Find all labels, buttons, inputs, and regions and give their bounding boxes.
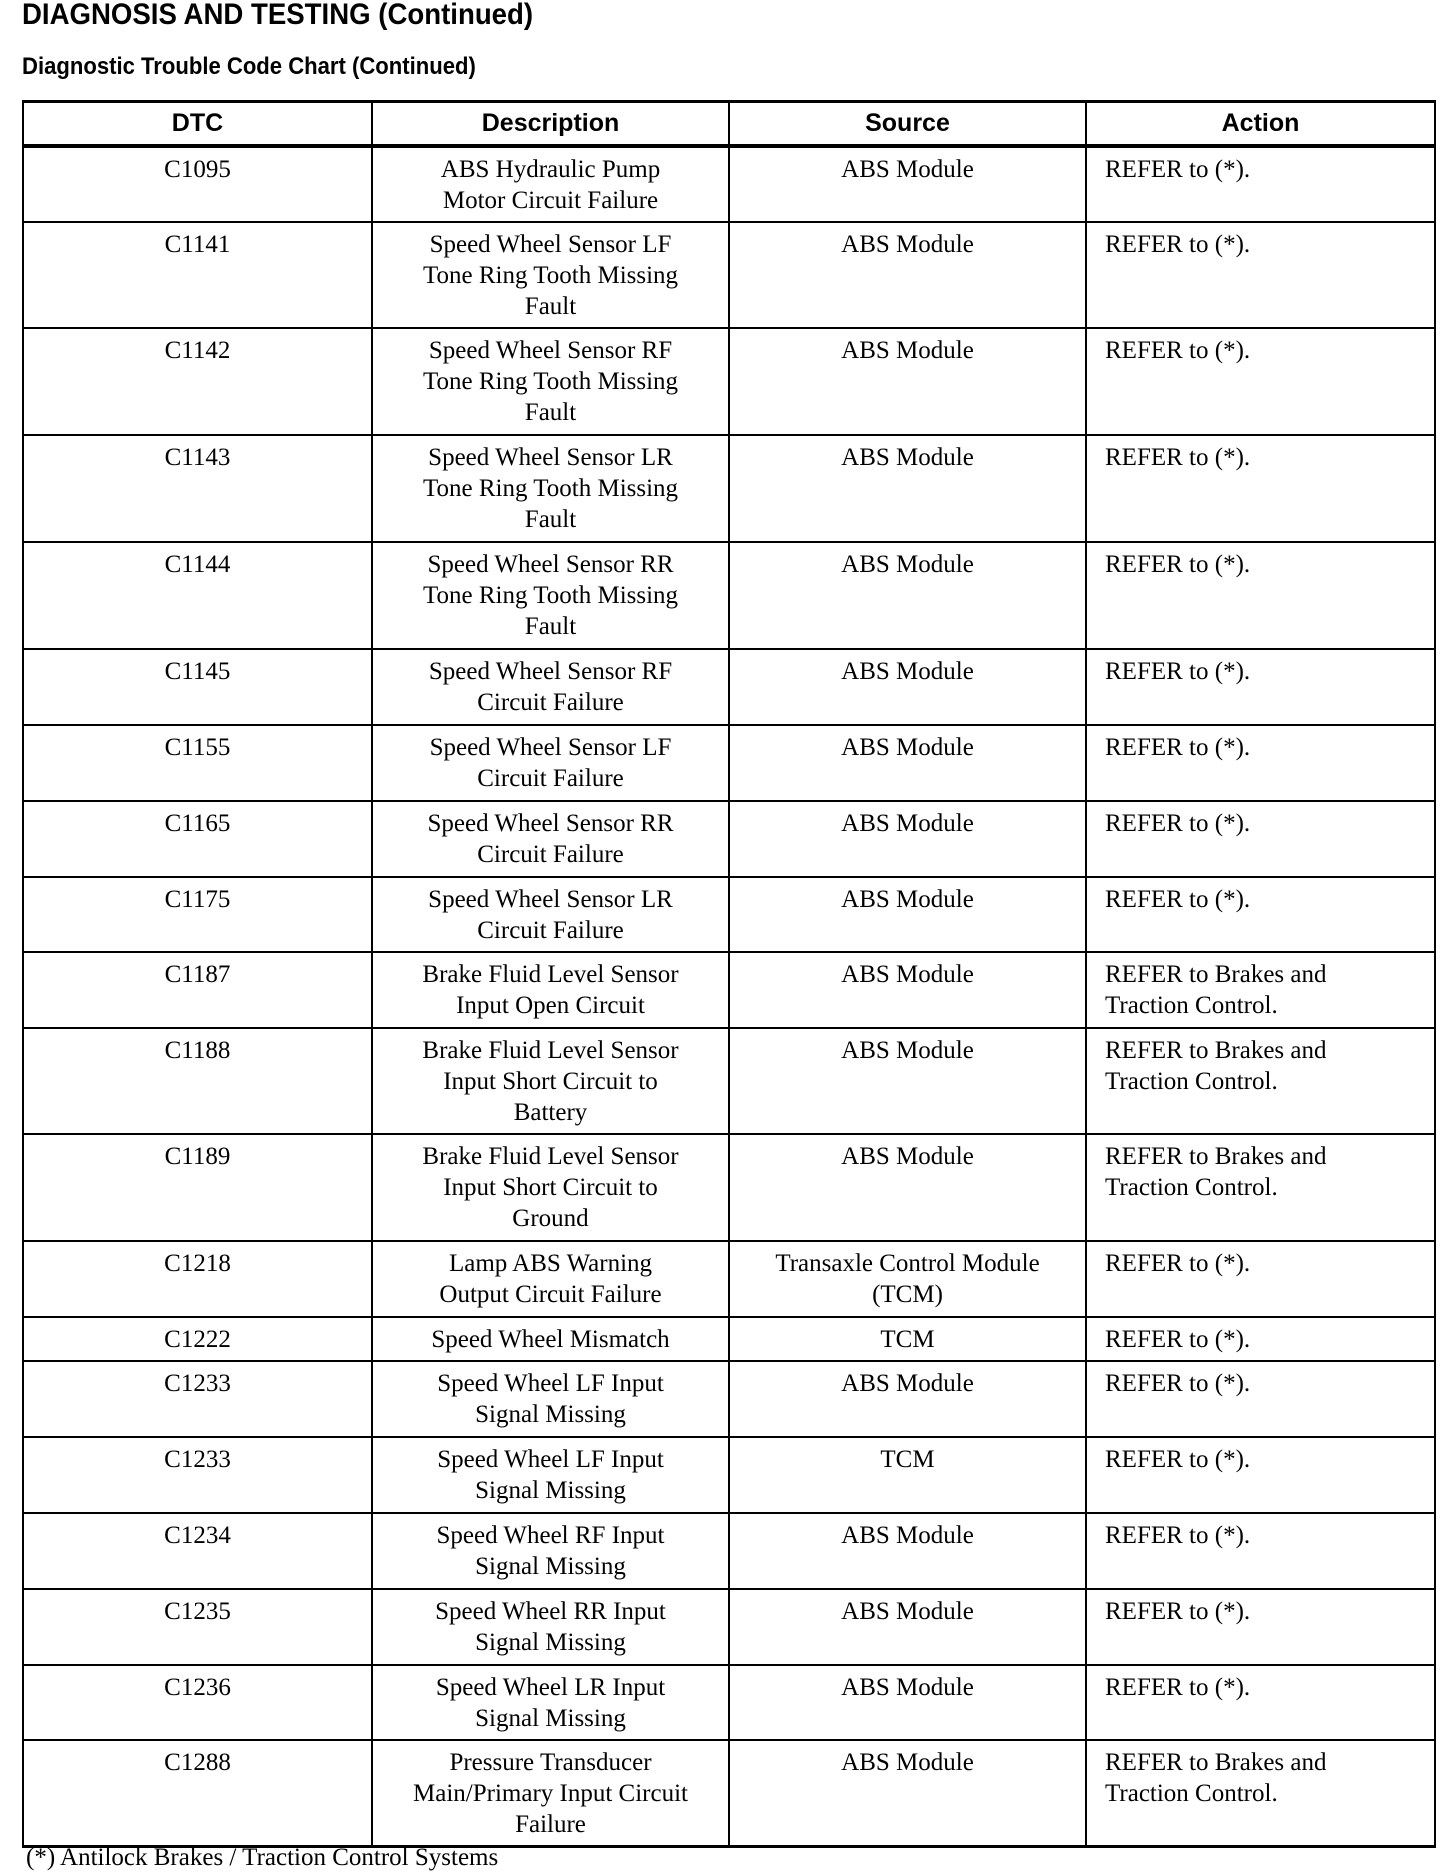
source-cell-line: ABS Module <box>841 551 974 578</box>
source-cell-line: ABS Module <box>841 1370 974 1397</box>
action-cell-line: REFER to (*). <box>1105 810 1251 837</box>
dtc-cell: C1233 <box>23 1361 372 1437</box>
description-cell-line: Signal Missing <box>475 1629 626 1656</box>
action-cell-line: Traction Control. <box>1105 992 1278 1019</box>
header-description: Description <box>372 102 729 147</box>
table-header <box>23 102 1435 147</box>
dtc-cell: C1165 <box>23 801 372 877</box>
action-cell <box>1086 1589 1435 1665</box>
source-cell <box>729 1317 1086 1361</box>
dtc-cell: C1188 <box>23 1028 372 1134</box>
source-cell-line: ABS Module <box>841 1143 974 1170</box>
footnote: (*) Antilock Brakes / Traction Control Systems <box>26 1844 499 1871</box>
description-cell-line: Speed Wheel Sensor LF <box>429 231 672 258</box>
chart-title: Diagnostic Trouble Code Chart (Continued) <box>22 53 476 80</box>
action-cell-line: REFER to (*). <box>1105 658 1251 685</box>
table-row <box>23 1437 1435 1513</box>
action-cell <box>1086 725 1435 801</box>
dtc-cell: C1095 <box>23 146 372 222</box>
description-cell-line: Speed Wheel Sensor RR <box>427 810 674 837</box>
source-cell-line: ABS Module <box>841 1037 974 1064</box>
description-cell <box>372 877 729 952</box>
action-cell-line: REFER to (*). <box>1105 1326 1251 1353</box>
description-cell <box>372 1361 729 1437</box>
description-cell-line: Circuit Failure <box>477 841 624 868</box>
action-cell-line: REFER to Brakes and <box>1105 1143 1327 1170</box>
source-cell <box>729 435 1086 542</box>
action-cell <box>1086 222 1435 328</box>
page-title: DIAGNOSIS AND TESTING (Continued) <box>22 0 534 31</box>
source-cell <box>729 1589 1086 1665</box>
source-cell-line: ABS Module <box>841 1522 974 1549</box>
description-cell <box>372 952 729 1028</box>
description-cell-line: Brake Fluid Level Sensor <box>422 1037 679 1064</box>
description-cell-line: Failure <box>515 1811 586 1838</box>
table-row <box>23 952 1435 1028</box>
source-cell <box>729 1437 1086 1513</box>
action-cell-line: REFER to (*). <box>1105 444 1251 471</box>
description-cell-line: Speed Wheel Sensor LF <box>429 734 672 761</box>
description-cell-line: Speed Wheel Sensor RF <box>428 658 673 685</box>
dtc-cell: C1233 <box>23 1437 372 1513</box>
action-cell-line: REFER to (*). <box>1105 337 1251 364</box>
table-row <box>23 542 1435 649</box>
description-cell-line: ABS Hydraulic Pump <box>440 156 661 183</box>
description-cell-line: Fault <box>524 506 577 533</box>
source-cell-line: ABS Module <box>841 1749 974 1776</box>
description-cell-line: Brake Fluid Level Sensor <box>422 961 679 988</box>
table-row <box>23 146 1435 222</box>
source-cell <box>729 1665 1086 1740</box>
source-cell <box>729 649 1086 725</box>
description-cell-line: Speed Wheel Sensor RF <box>428 337 673 364</box>
dtc-cell: C1234 <box>23 1513 372 1589</box>
header-source: Source <box>729 102 1086 147</box>
dtc-cell: C1175 <box>23 877 372 952</box>
action-cell-line: Traction Control. <box>1105 1068 1278 1095</box>
action-cell-line: REFER to (*). <box>1105 734 1251 761</box>
description-cell-line: Circuit Failure <box>477 689 624 716</box>
action-cell-line: REFER to (*). <box>1105 1250 1251 1277</box>
description-cell-line: Main/Primary Input Circuit <box>413 1780 688 1807</box>
description-cell <box>372 1437 729 1513</box>
source-cell-line: ABS Module <box>841 886 974 913</box>
dtc-table <box>22 100 1436 1848</box>
description-cell-line: Speed Wheel Sensor LR <box>428 444 673 471</box>
description-cell <box>372 1134 729 1241</box>
action-cell-line: REFER to (*). <box>1105 231 1251 258</box>
dtc-cell: C1235 <box>23 1589 372 1665</box>
description-cell <box>372 222 729 328</box>
table-row <box>23 328 1435 435</box>
description-cell-line: Speed Wheel RR Input <box>435 1598 666 1625</box>
description-cell-line: Tone Ring Tooth Missing <box>422 582 679 609</box>
description-cell <box>372 328 729 435</box>
action-cell-line: REFER to (*). <box>1105 1446 1251 1473</box>
description-cell-line: Tone Ring Tooth Missing <box>422 368 679 395</box>
table-row <box>23 725 1435 801</box>
table-row <box>23 1589 1435 1665</box>
table-row <box>23 801 1435 877</box>
description-cell-line: Speed Wheel Sensor RR <box>427 551 674 578</box>
dtc-cell: C1189 <box>23 1134 372 1241</box>
description-cell-line: Fault <box>524 613 577 640</box>
description-cell-line: Speed Wheel LF Input <box>437 1446 664 1473</box>
description-cell-line: Fault <box>524 293 577 320</box>
source-cell <box>729 725 1086 801</box>
action-cell <box>1086 1241 1435 1317</box>
dtc-cell: C1187 <box>23 952 372 1028</box>
description-cell-line: Signal Missing <box>475 1401 626 1428</box>
description-cell-line: Output Circuit Failure <box>439 1281 662 1308</box>
dtc-cell: C1144 <box>23 542 372 649</box>
source-cell <box>729 542 1086 649</box>
source-cell <box>729 1241 1086 1317</box>
source-cell-line: (TCM) <box>872 1281 943 1308</box>
action-cell-line: REFER to (*). <box>1105 1674 1251 1701</box>
description-cell-line: Speed Wheel Sensor LR <box>428 886 673 913</box>
action-cell <box>1086 328 1435 435</box>
description-cell-line: Tone Ring Tooth Missing <box>422 475 679 502</box>
table-row <box>23 435 1435 542</box>
description-cell-line: Speed Wheel LF Input <box>437 1370 664 1397</box>
description-cell <box>372 1740 729 1846</box>
table-row <box>23 1241 1435 1317</box>
source-cell-line: Transaxle Control Module <box>775 1250 1040 1277</box>
dtc-cell: C1142 <box>23 328 372 435</box>
description-cell <box>372 1241 729 1317</box>
description-cell-line: Speed Wheel RF Input <box>436 1522 665 1549</box>
action-cell-line: REFER to Brakes and <box>1105 1749 1327 1776</box>
action-cell <box>1086 1028 1435 1134</box>
dtc-cell: C1218 <box>23 1241 372 1317</box>
source-cell <box>729 328 1086 435</box>
action-cell <box>1086 801 1435 877</box>
source-cell <box>729 1740 1086 1846</box>
action-cell <box>1086 1317 1435 1361</box>
description-cell-line: Circuit Failure <box>477 765 624 792</box>
source-cell-line: ABS Module <box>841 231 974 258</box>
source-cell-line: ABS Module <box>841 810 974 837</box>
header-action: Action <box>1086 102 1435 147</box>
table-row <box>23 649 1435 725</box>
source-cell-line: ABS Module <box>841 337 974 364</box>
source-cell <box>729 877 1086 952</box>
description-cell <box>372 1665 729 1740</box>
action-cell <box>1086 542 1435 649</box>
description-cell-line: Pressure Transducer <box>449 1749 652 1776</box>
description-cell-line: Battery <box>513 1099 588 1126</box>
table-row <box>23 1028 1435 1134</box>
description-cell <box>372 542 729 649</box>
action-cell <box>1086 435 1435 542</box>
description-cell <box>372 649 729 725</box>
source-cell-line: TCM <box>880 1446 935 1473</box>
description-cell-line: Fault <box>524 399 577 426</box>
action-cell <box>1086 1665 1435 1740</box>
action-cell <box>1086 1361 1435 1437</box>
dtc-cell: C1288 <box>23 1740 372 1846</box>
source-cell-line: ABS Module <box>841 1598 974 1625</box>
action-cell <box>1086 1740 1435 1846</box>
description-cell-line: Signal Missing <box>475 1553 626 1580</box>
source-cell <box>729 222 1086 328</box>
action-cell <box>1086 1134 1435 1241</box>
dtc-cell: C1222 <box>23 1317 372 1361</box>
action-cell-line: REFER to (*). <box>1105 886 1251 913</box>
description-cell-line: Motor Circuit Failure <box>442 187 659 214</box>
description-cell <box>372 146 729 222</box>
table-row <box>23 1513 1435 1589</box>
dtc-cell: C1155 <box>23 725 372 801</box>
description-cell-line: Input Short Circuit to <box>443 1174 658 1201</box>
description-cell-line: Input Short Circuit to <box>443 1068 658 1095</box>
source-cell <box>729 952 1086 1028</box>
table-row <box>23 1134 1435 1241</box>
description-cell <box>372 1589 729 1665</box>
action-cell-line: Traction Control. <box>1105 1174 1278 1201</box>
description-cell-line: Ground <box>512 1205 589 1232</box>
table-row <box>23 1740 1435 1846</box>
action-cell <box>1086 146 1435 222</box>
action-cell <box>1086 1437 1435 1513</box>
source-cell-line: ABS Module <box>841 444 974 471</box>
description-cell-line: Signal Missing <box>475 1705 626 1732</box>
source-cell-line: ABS Module <box>841 1674 974 1701</box>
action-cell-line: Traction Control. <box>1105 1780 1278 1807</box>
source-cell <box>729 1134 1086 1241</box>
source-cell-line: ABS Module <box>841 156 974 183</box>
description-cell <box>372 1317 729 1361</box>
dtc-cell: C1236 <box>23 1665 372 1740</box>
action-cell-line: REFER to (*). <box>1105 1522 1251 1549</box>
source-cell <box>729 801 1086 877</box>
action-cell <box>1086 877 1435 952</box>
description-cell-line: Brake Fluid Level Sensor <box>422 1143 679 1170</box>
dtc-cell: C1143 <box>23 435 372 542</box>
description-cell <box>372 435 729 542</box>
header-dtc: DTC <box>23 102 372 147</box>
action-cell-line: REFER to Brakes and <box>1105 961 1327 988</box>
action-cell <box>1086 649 1435 725</box>
description-cell <box>372 801 729 877</box>
description-cell-line: Tone Ring Tooth Missing <box>422 262 679 289</box>
description-cell <box>372 1513 729 1589</box>
description-cell <box>372 725 729 801</box>
table-row <box>23 1361 1435 1437</box>
source-cell <box>729 1361 1086 1437</box>
source-cell <box>729 1513 1086 1589</box>
dtc-cell: C1145 <box>23 649 372 725</box>
action-cell-line: REFER to (*). <box>1105 156 1251 183</box>
action-cell <box>1086 1513 1435 1589</box>
action-cell-line: REFER to (*). <box>1105 551 1251 578</box>
action-cell-line: REFER to (*). <box>1105 1598 1251 1625</box>
source-cell-line: TCM <box>880 1326 935 1353</box>
description-cell-line: Speed Wheel LR Input <box>435 1674 666 1701</box>
action-cell <box>1086 952 1435 1028</box>
source-cell <box>729 1028 1086 1134</box>
table-row <box>23 1665 1435 1740</box>
description-cell-line: Input Open Circuit <box>456 992 645 1019</box>
description-cell <box>372 1028 729 1134</box>
table-row <box>23 1317 1435 1361</box>
source-cell-line: ABS Module <box>841 734 974 761</box>
action-cell-line: REFER to Brakes and <box>1105 1037 1327 1064</box>
action-cell-line: REFER to (*). <box>1105 1370 1251 1397</box>
dtc-cell: C1141 <box>23 222 372 328</box>
table-row <box>23 877 1435 952</box>
description-cell-line: Lamp ABS Warning <box>448 1250 653 1277</box>
description-cell-line: Speed Wheel Mismatch <box>431 1326 670 1353</box>
description-cell-line: Circuit Failure <box>477 917 624 944</box>
description-cell-line: Signal Missing <box>475 1477 626 1504</box>
table-row <box>23 222 1435 328</box>
source-cell <box>729 146 1086 222</box>
source-cell-line: ABS Module <box>841 658 974 685</box>
source-cell-line: ABS Module <box>841 961 974 988</box>
